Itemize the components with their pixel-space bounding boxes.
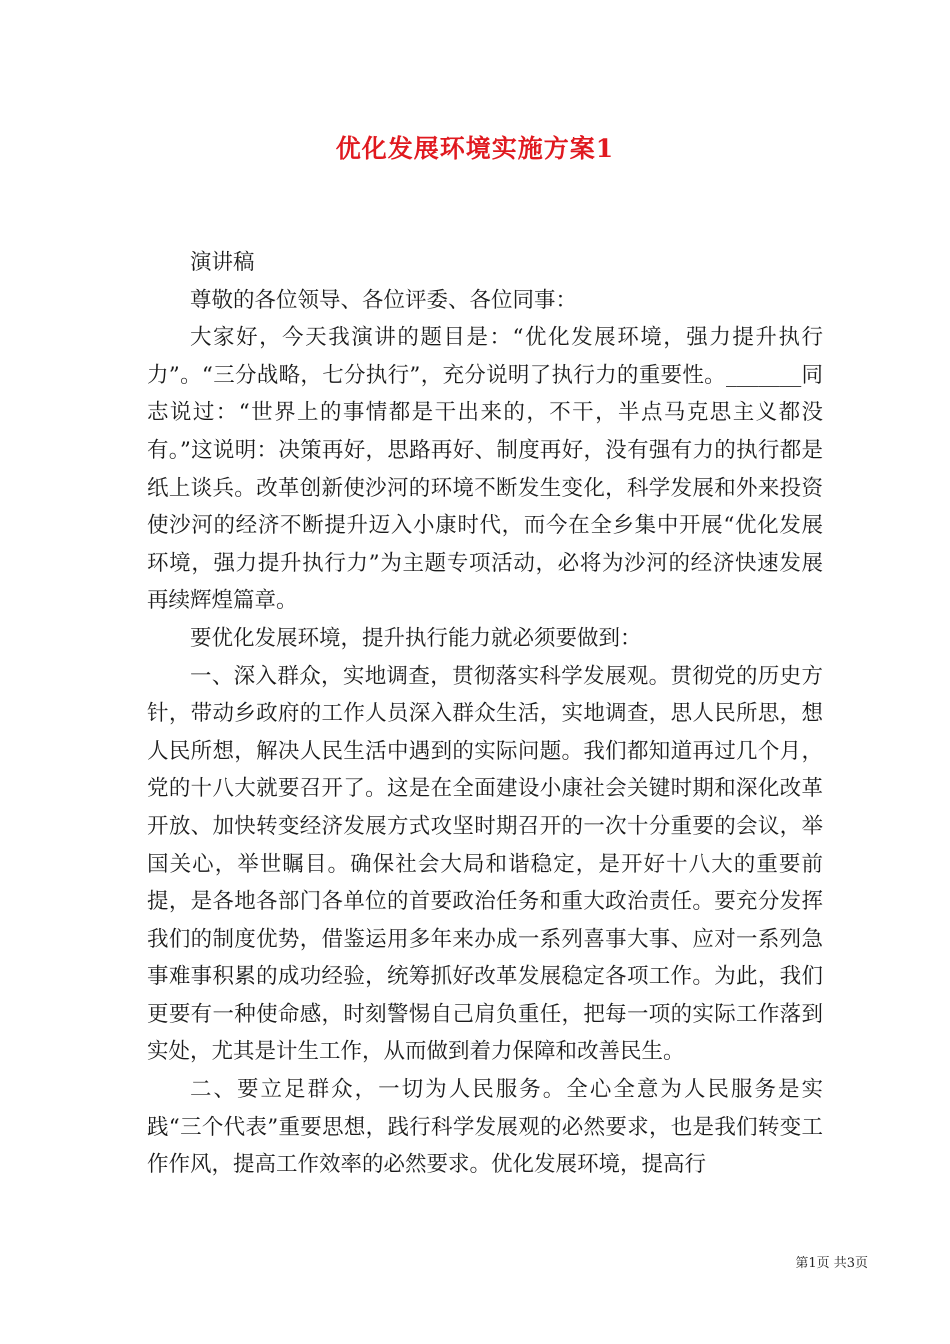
paragraph-point-one: 一、深入群众，实地调查，贯彻落实科学发展观。贯彻党的历史方针，带动乡政府的工作人员深入群众生活，实地调查，思人民所思，想人民所想，解决人民生活中遇到的实际问题。我们都知道再过几个月，党的十八大就要召开了。这是在全面建设小康社会关键时期和深化改革开放、加快转变经济发展方式攻坚时期召开的一次十分重要的会议，举国关心，举世瞩目。确保社会大局和谐稳定，是开好十八大的重要前提，是各地各部门各单位的首要政治任务和重大政治责任。要充分发挥我们的制度优势，借鉴运用多年来办成一系列喜事大事、应对一系列急事难事积累的成功经验，统筹抓好改革发展稳定各项工作。为此，我们更要有一种使命感，时刻警惕自己肩负重任，把每一项的实际工作落到实处，尤其是计生工作，从而做到着力保障和改善民生。: [147, 663, 823, 1065]
document-body: [147, 244, 823, 1184]
document-title: 优化发展环境实施方案1: [335, 134, 615, 163]
paragraph-requirements: 要优化发展环境，提升执行能力就必须要做到：: [190, 625, 642, 651]
paragraph-speech-label: 演讲稿: [190, 250, 255, 275]
paragraph-intro: 大家好，今天我演讲的题目是：“优化发展环境，强力提升执行力”。“三分战略，七分执行”，充分说明了执行力的重要性。_______同志说过：“世界上的事情都是干出来的，不干，半点马克思主义都没有。”这说明：决策再好，思路再好、制度再好，没有强有力的执行都是纸上谈兵。改革创新使沙河的环境不断发生变化，科学发展和外来投资使沙河的经济不断提升迈入小康时代，而今在全乡集中开展“优化发展环境，强力提升执行力”为主题专项活动，必将为沙河的经济快速发展再续辉煌篇章。: [147, 325, 823, 614]
paragraph-point-two: 二、要立足群众，一切为人民服务。全心全意为人民服务是实践“三个代表”重要思想，践行科学发展观的必然要求，也是我们转变工作作风，提高工作效率的必然要求。优化发展环境，提高行: [147, 1077, 823, 1178]
paragraph-salutation: 尊敬的各位领导、各位评委、各位同事：: [190, 287, 578, 313]
page-indicator: 第1页 共3页: [795, 1256, 868, 1271]
